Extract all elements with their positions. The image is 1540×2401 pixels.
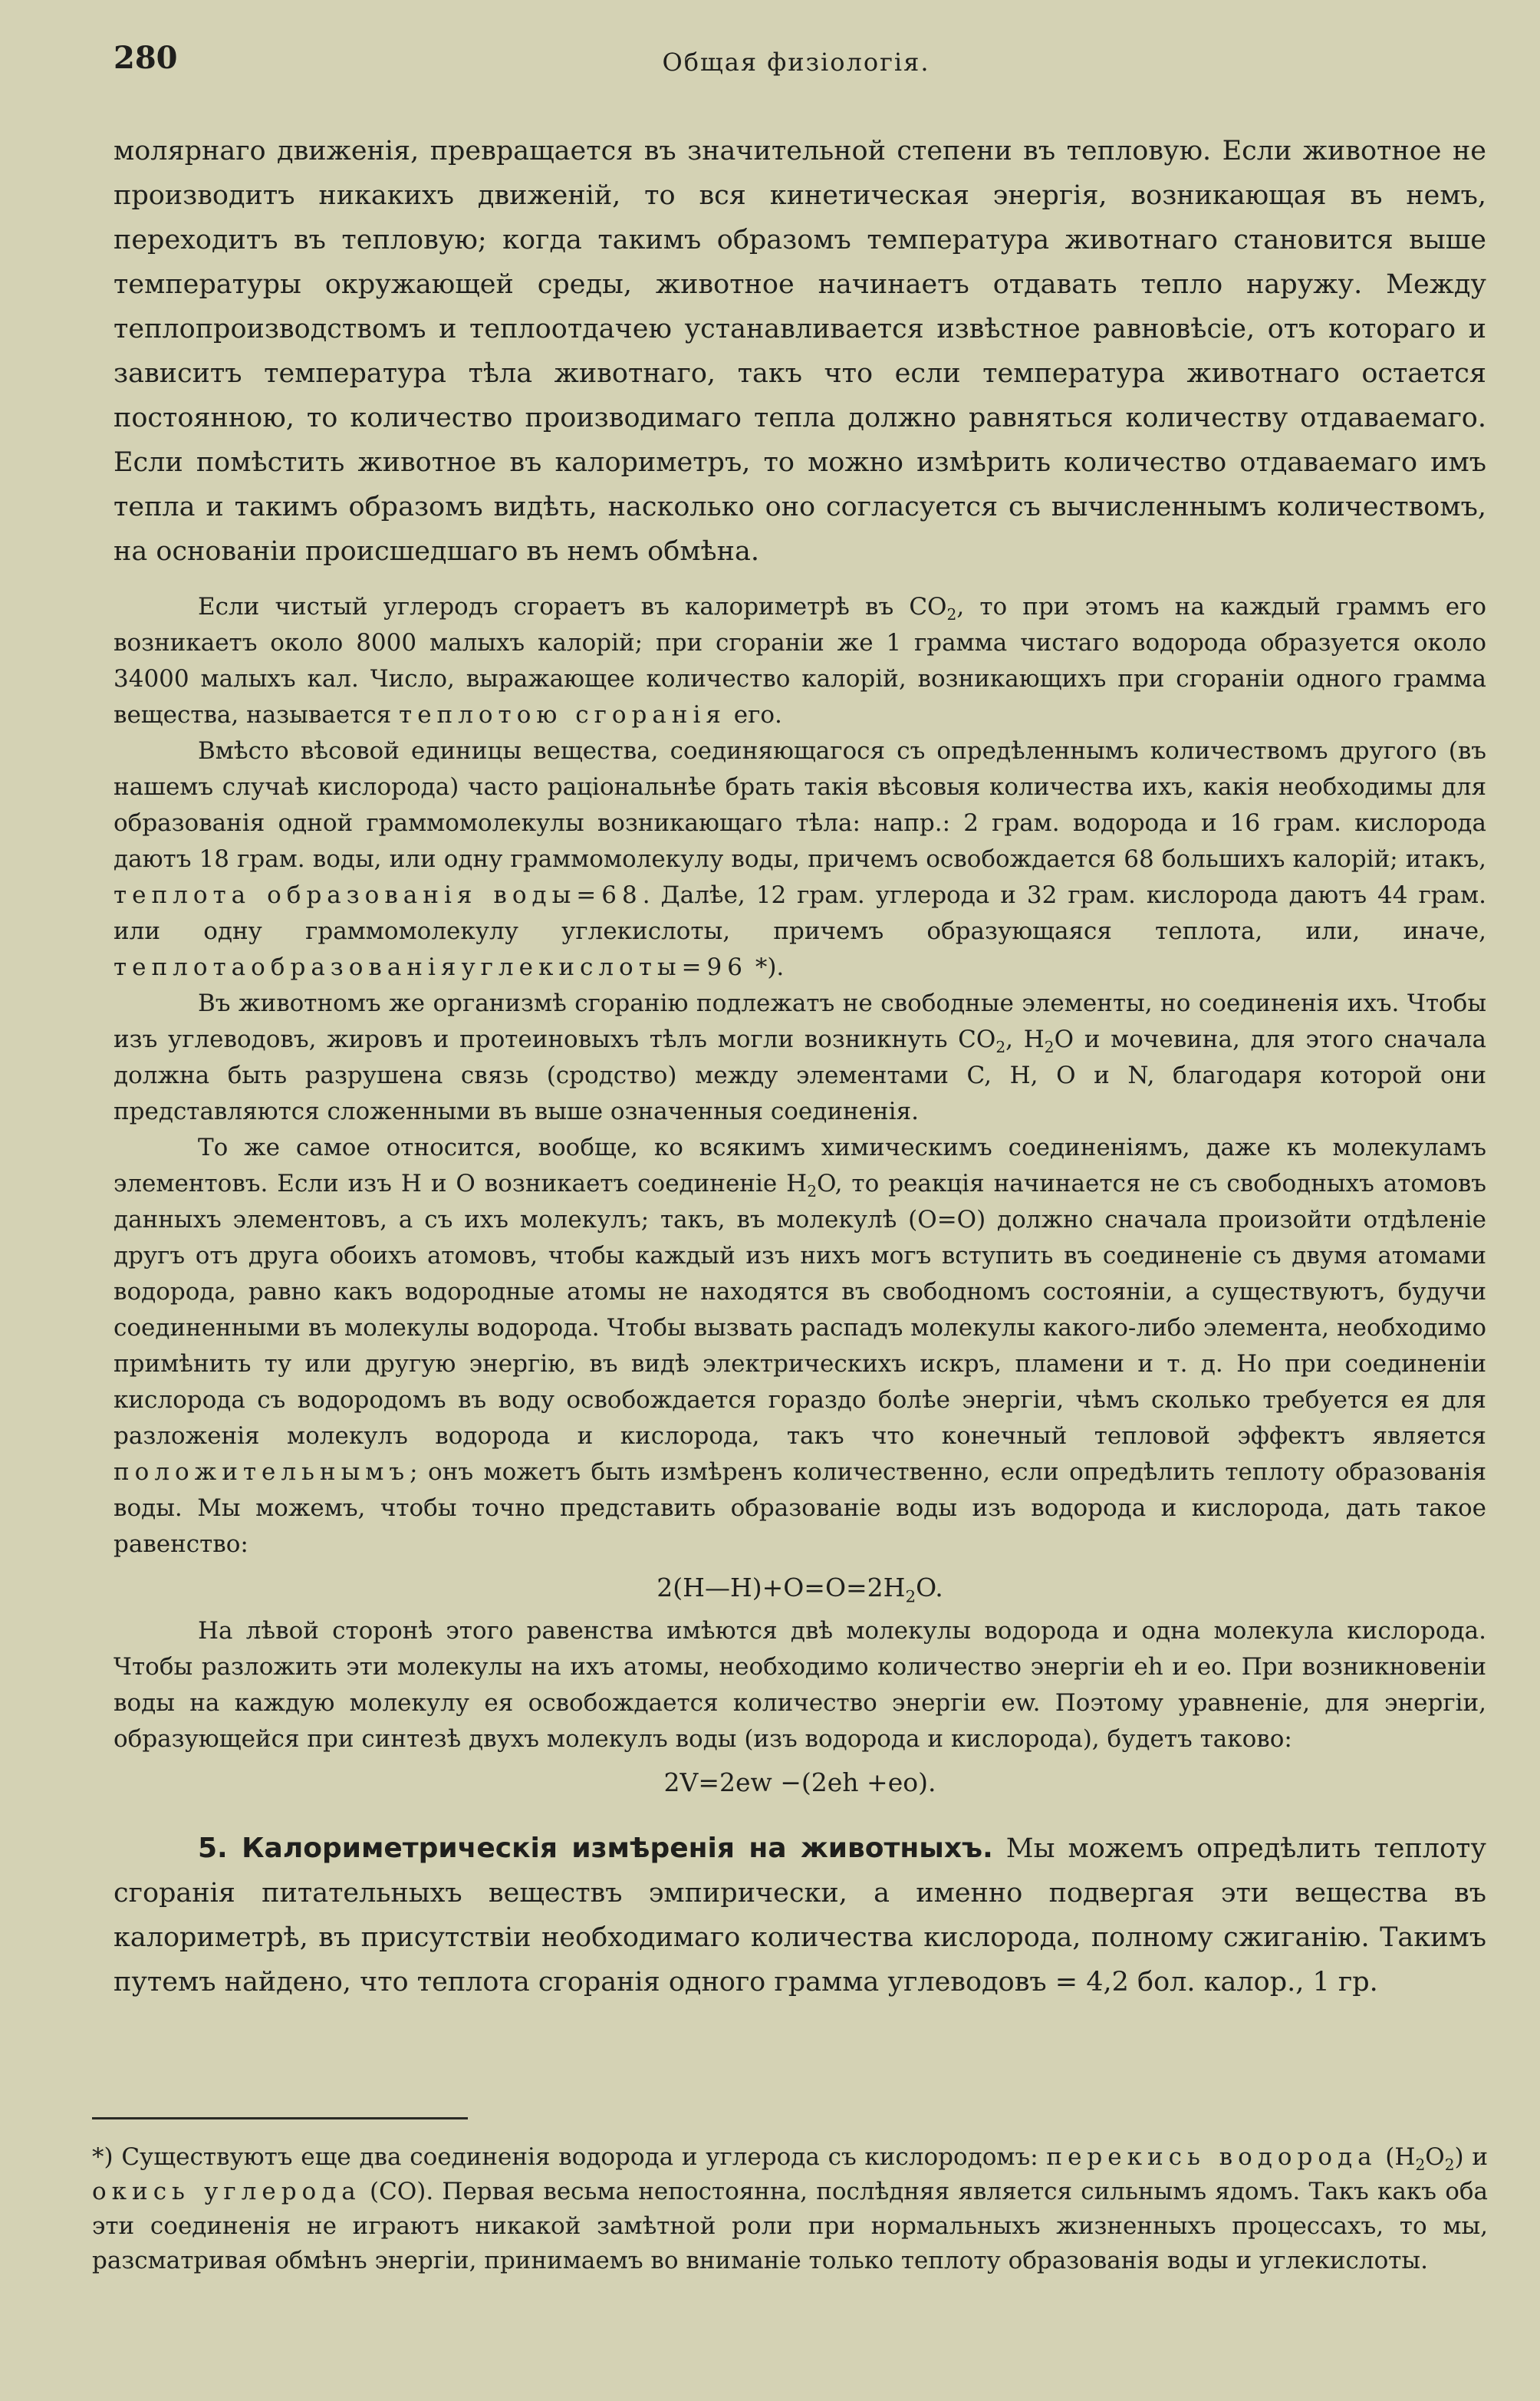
footnote (92, 2140, 1488, 2278)
p3-text-a: Вмѣсто вѣсовой единицы вещества, соединяющагося съ опредѣленнымъ количествомъ другого (въ нашемъ случаѣ кислорода) часто рацiональнѣе брать такiя вѣсовыя количества ихъ, какiя необходимы для образованiя одной граммомолекулы возникающаго тѣла: напр.: 2 грам. водорода и 16 грам. кислорода даютъ 18 грам. воды, или одну граммомолекулу воды, причемъ освобождается 68 большихъ калорiй; итакъ, (114, 737, 1486, 873)
footnote-text-g: (CO). Первая весьма непостоянна, послѣдняя является сильнымъ ядомъ. Такъ какъ оба эти соединенiя не играютъ никакой замѣтной роли при нормальныхъ жизненныхъ процессахъ, то мы, разсматривая обмѣнъ энергiи, принимаемъ во вниманiе только теплоту образованiя воды и углекислоты. (92, 2178, 1488, 2274)
footnote-subscript-2: 2 (1444, 2156, 1455, 2175)
p2-text-b: , то при этомъ на каждый граммъ его возникаетъ около 8000 малыхъ калорiй; при сгоранiи же 1 грамма чистаго водорода образуется около 34000 малыхъ кал. Число, выражающее количество калорiй, возникающихъ при сгоранiи одного грамма вещества, называется (114, 593, 1486, 729)
body-text (114, 129, 1486, 2004)
p2-text-d: его. (726, 701, 782, 729)
p4-text-c: O и мочевина, для этого сначала должна быть разрушена связь (сродство) между элементами C, H, O и N, благодаря которой они представляются сложенными въ выше означенныя соединенiя. (114, 1026, 1487, 1125)
p3-text-c: . Далѣе, 12 грам. углерода и 32 грам. кислорода даютъ 44 грам. или одну граммомолекулу углекислоты, причемъ образующаяся теплота, или, иначе, (114, 881, 1486, 945)
formula1-text-a: 2(H—H)+O=O=2H (656, 1573, 906, 1602)
p5-text-d: ; онъ можетъ быть измѣренъ количественно, если опредѣлить теплоту образованiя воды. Мы можемъ, чтобы точно представить образованiе воды изъ водорода и кислорода, дать такое равенство: (114, 1458, 1486, 1558)
p4-subscript-a: 2 (995, 1038, 1006, 1057)
formula1-text-b: O. (916, 1573, 943, 1602)
p5-text-a: То же самое относится, вообще, ко всякимъ химическимъ соединенiямъ, даже къ молекуламъ элементовъ. Если изъ H и O возникаетъ соединенiе H (114, 1134, 1486, 1197)
paragraph-6: На лѣвой сторонѣ этого равенства имѣются двѣ молекулы водорода и одна молекула кислорода. Чтобы разложить эти молекулы на ихъ атомы, необходимо количество энергiи eh и eo. При возникновенiи воды на каждую молекулу ея освобождается количество энергiи ew. Поэтому уравненiе, для энергiи, образующейся при синтезѣ двухъ молекулъ воды (изъ водорода и кислорода), будетъ таково: (114, 1617, 1486, 1753)
p4-text-b: , H (1005, 1026, 1045, 1053)
p5-subscript: 2 (807, 1182, 818, 1201)
footnote-text-a: *) Существуютъ еще два соединенiя водорода и углерода съ кислородомъ: (92, 2143, 1047, 2171)
footnote-term-monoxide: окись углерода (92, 2178, 361, 2205)
paragraph-3 (114, 733, 1486, 986)
p4-subscript-b: 2 (1044, 1038, 1055, 1057)
page-header (114, 40, 1479, 94)
p4-text-a: Въ животномъ же организмѣ сгоранiю подлежатъ не свободные элементы, но соединенiя ихъ. Чтобы изъ углеводовъ, жировъ и протеиновыхъ тѣлъ могли возникнуть CO (114, 990, 1486, 1053)
running-title: Общая физiологiя. (662, 48, 930, 77)
paragraph-2 (114, 589, 1486, 733)
paragraph-4 (114, 986, 1486, 1130)
p2-subscript: 2 (946, 605, 957, 624)
paragraph-1: молярнаго движенiя, превращается въ значительной степени въ тепловую. Если животное не производитъ никакихъ движенiй, то вся кинетическая энергiя, возникающая въ немъ, переходитъ въ тепловую; когда такимъ образомъ температура животнаго становится выше температуры окружающей среды, животное начинаетъ отдавать тепло наружу. Между теплопроизводствомъ и теплоотдачею устанавливается извѣстное равновѣсiе, отъ котораго и зависитъ температура тѣла животнаго, такъ что если температура животнаго остается постоянною, то количество производимаго тепла должно равняться количеству отдаваемаго. Если помѣстить животное въ калориметръ, то можно измѣрить количество отдаваемаго имъ тепла и такимъ образомъ видѣть, насколько оно согласуется съ вычисленнымъ количествомъ, на основанiи происшедшаго въ немъ обмѣна. (114, 136, 1486, 567)
p2-text-a: Если чистый углеродъ сгораетъ въ калориметрѣ въ CO (198, 593, 947, 621)
p3-term-co2-formation: теплотаобразованiяуглекислоты=96 (114, 953, 748, 981)
section-5 (114, 1826, 1486, 2004)
p5-text-b: O, то реакцiя начинается не съ свободныхъ атомовъ данныхъ элементовъ, а съ ихъ молекулъ; такъ, въ молекулѣ (O=O) должно сначала произойти отдѣленiе другъ отъ друга обоихъ атомовъ, чтобы каждый изъ нихъ могъ вступить въ соединенiе съ двумя атомами водорода, равно какъ водородные атомы не находятся въ свободномъ состоянiи, а существуютъ, будучи соединенными въ молекулы водорода. Чтобы вызвать распадъ молекулы какого-либо элемента, необходимо примѣнить ту или другую энергiю, въ видѣ электрическихъ искръ, пламени и т. д. Но при соединенiи кислорода съ водородомъ въ воду освобождается гораздо болѣе энергiи, чѣмъ сколько требуется ея для разложенiя молекулъ водорода и кислорода, такъ что конечный тепловой эффектъ является (114, 1170, 1487, 1450)
p3-footnote-mark: *). (747, 953, 785, 981)
footnote-subscript-1: 2 (1415, 2156, 1426, 2175)
p5-term-positive: положительнымъ (114, 1458, 410, 1486)
formula-water-synthesis (114, 1566, 1486, 1610)
section-5-text: Мы можемъ опредѣлить теплоту сгоранiя питательныхъ веществъ эмпирически, а именно подвергая эти вещества въ калориметрѣ, въ присутствiи необходимаго количества кислорода, полному сжиганiю. Такимъ путемъ найдено, что теплота сгоранiя одного грамма углеводовъ = 4,2 бол. калор., 1 гр. (114, 1833, 1486, 1998)
footnote-text-d: O (1425, 2143, 1445, 2171)
formula-energy: 2V=2ew −(2eh +eo). (663, 1767, 936, 1797)
p2-term-heat-of-combustion: теплотою сгоранiя (399, 701, 726, 729)
footnote-term-peroxide: перекись водорода (1046, 2143, 1377, 2171)
formula1-subscript: 2 (905, 1587, 916, 1607)
page-number: 280 (114, 40, 178, 76)
paragraph-5 (114, 1130, 1486, 1563)
footnote-text-c: (H (1377, 2143, 1416, 2171)
p3-term-water-formation: теплота образованiя воды=68 (114, 881, 643, 909)
section-5-heading: 5. Калориметрическiя измѣренiя на животныхъ. (198, 1833, 993, 1864)
footnote-rule (92, 2117, 468, 2119)
footnote-text-e: ) и (1454, 2143, 1488, 2171)
